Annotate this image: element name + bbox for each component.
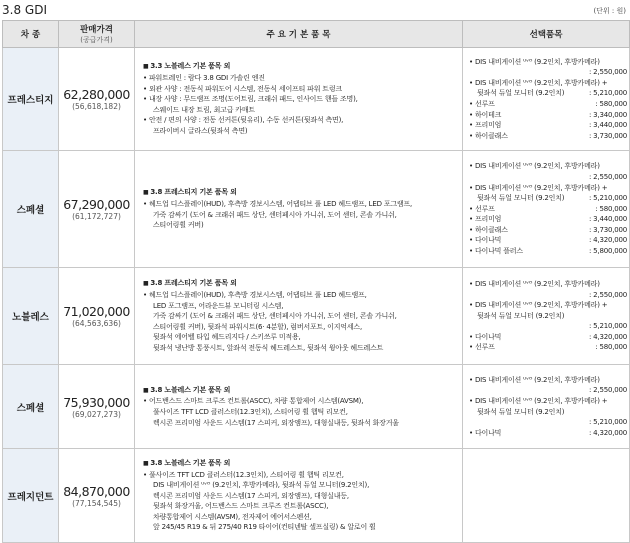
- option-price: : 5,210,000: [588, 89, 627, 98]
- option-item: [469, 375, 627, 386]
- price-cell: [59, 151, 135, 268]
- basic-items-heading: ■ 3.3 노블레스 기본 품목 외: [143, 61, 458, 73]
- option-price: : 3,730,000: [588, 225, 627, 234]
- option-price: : 2,550,000: [588, 290, 627, 299]
- basic-items-heading: ■ 3.8 노블레스 기본 품목 외: [143, 385, 458, 397]
- basic-item: 뒷좌석 에어벨 타입 헤드리지다 / 스키쓰루 미적용,: [153, 333, 301, 342]
- option-label: • DIS 내비게이션 ᵁᵛᴼ (9.2인치, 후방카메라) +: [469, 396, 607, 407]
- sale-price: 67,290,000: [63, 197, 130, 212]
- option-item: [469, 204, 627, 215]
- header-price-label: 판매가격: [80, 25, 113, 35]
- option-price: : 3,440,000: [588, 121, 627, 130]
- option-price: : 3,340,000: [588, 110, 627, 119]
- header-trim: 차 종: [3, 21, 59, 48]
- option-item: [469, 342, 627, 353]
- option-label: 뒷좌석 듀얼 모니터 (9.2인치): [477, 311, 565, 320]
- option-price: : 580,000: [595, 343, 627, 352]
- table-row: [3, 449, 630, 543]
- basic-item: 렉시콘 프리미엄 사운드 시스템(17 스피커, 외장앰프), 대형실내등,: [153, 491, 349, 500]
- option-item: [469, 225, 627, 236]
- option-price: : 2,550,000: [588, 68, 627, 77]
- price-cell: [59, 449, 135, 543]
- option-label: • DIS 내비게이션 ᵁᵛᴼ (9.2인치, 후방카메라) +: [469, 183, 607, 194]
- option-item: [469, 120, 627, 131]
- option-item: [469, 300, 627, 311]
- option-item: [469, 417, 627, 428]
- table-row: [3, 48, 630, 151]
- trim-name: 프레스티지: [3, 48, 59, 151]
- option-price: : 580,000: [595, 204, 627, 213]
- table-row: [3, 268, 630, 365]
- option-label: • 다이나믹: [469, 428, 501, 439]
- page-title: 3.8 GDI: [2, 3, 47, 17]
- basic-items-cell: [135, 449, 463, 543]
- options-cell: [463, 268, 630, 365]
- options-cell: [463, 449, 630, 543]
- sale-price: 71,020,000: [63, 304, 130, 319]
- basic-items-heading: ■ 3.8 프레스티지 기본 품목 외: [143, 278, 458, 290]
- option-item: [469, 332, 627, 343]
- basic-item: 가죽 감싸기 (도어 & 크래쉬 패드 상단, 센터페시아 가니쉬, 도어 센터, 콘솔 가니쉬,: [153, 210, 397, 219]
- header-price-sub: (공급가격): [80, 36, 113, 44]
- supply-price: (69,027,273): [72, 409, 121, 419]
- price-cell: [59, 365, 135, 449]
- basic-item: DIS 내비게이션 ᵁᵛᴼ (9.2인치, 후방카메라), 뒷좌석 듀얼 모니터(9.2인치),: [153, 481, 370, 490]
- option-item: [469, 407, 627, 418]
- option-item: [469, 57, 627, 68]
- basic-item: 차량통합제어 시스템(AVSM), 전자제어 에어서스펜션,: [153, 512, 312, 521]
- option-label: • 선루프: [469, 204, 495, 215]
- option-item: [469, 172, 627, 183]
- option-item: [469, 428, 627, 439]
- option-item: [469, 131, 627, 142]
- option-label: • 하이클래스: [469, 131, 508, 142]
- basic-items-cell: [135, 151, 463, 268]
- trim-name: 스페셜: [3, 365, 59, 449]
- price-cell: [59, 268, 135, 365]
- option-price: : 4,320,000: [588, 236, 627, 245]
- option-label: • 하이테크: [469, 110, 501, 121]
- option-price: : 5,800,000: [588, 247, 627, 256]
- basic-items-cell: [135, 48, 463, 151]
- sale-price: 75,930,000: [63, 394, 130, 410]
- basic-item: • 외관 사양 : 전동식 파워도어 시스템, 전동식 세이프티 파워 트렁크: [143, 84, 458, 95]
- basic-item: 스티어링휠 커버): [153, 221, 204, 230]
- option-item: [469, 67, 627, 78]
- basic-item: • 안전 / 편의 사양 : 전동 선커튼(뒷유리), 수동 선커튼(뒷좌석 측면),: [143, 115, 458, 126]
- option-item: [469, 385, 627, 396]
- supply-price: (56,618,182): [72, 102, 121, 111]
- table-header-row: [3, 21, 630, 48]
- option-item: [469, 279, 627, 290]
- option-item: [469, 321, 627, 332]
- basic-item: 뒷좌석 화장거울, 어드밴스드 스마트 크루즈 컨트롤(ASCC),: [153, 502, 329, 511]
- option-label: 뒷좌석 듀얼 모니터 (9.2인치): [477, 407, 565, 416]
- price-table: [2, 20, 630, 543]
- option-item: [469, 246, 627, 257]
- basic-item: 스웨이드 내장 트림, 최고급 카매트: [153, 105, 255, 114]
- option-label: • 선루프: [469, 342, 495, 353]
- option-item: [469, 396, 627, 407]
- basic-item: 스티어링휠 커버), 뒷좌석 파워시트(6· 4분할), 럼버서포트, 이지억세스,: [153, 322, 362, 331]
- option-label: • 프리미엄: [469, 120, 501, 131]
- basic-items-heading: ■ 3.8 프레스티지 기본 품목 외: [143, 187, 458, 199]
- trim-name: 노블레스: [3, 268, 59, 365]
- sale-price: 62,280,000: [63, 87, 130, 102]
- option-price: : 3,730,000: [588, 131, 627, 140]
- option-label: • DIS 내비게이션 ᵁᵛᴼ (9.2인치, 후방카메라): [469, 375, 600, 386]
- option-price: : 2,550,000: [588, 172, 627, 181]
- basic-item: • 파워트레인 : 람다 3.8 GDI 가솔린 엔진: [143, 73, 458, 84]
- basic-item: 앞 245/45 R19 & 뒤 275/40 R19 타이어(컨티넨탈 셀프실링) & 알로이 휠: [153, 523, 376, 532]
- price-cell: [59, 48, 135, 151]
- option-label: • 다이나믹: [469, 332, 501, 343]
- basic-item: LED 포그램프, 어라운드뷰 모니터링 시스템,: [153, 301, 284, 310]
- table-row: [3, 365, 630, 449]
- table-row: [3, 151, 630, 268]
- option-price: : 4,320,000: [588, 332, 627, 341]
- option-item: [469, 290, 627, 301]
- option-label: • DIS 내비게이션 ᵁᵛᴼ (9.2인치, 후방카메라): [469, 279, 600, 290]
- option-item: [469, 214, 627, 225]
- options-cell: [463, 365, 630, 449]
- option-item: [469, 78, 627, 89]
- option-label: • 다이나믹 플러스: [469, 246, 523, 257]
- basic-item: 프라이버시 글라스(뒷좌석 측면): [153, 126, 248, 135]
- option-label: • 다이나믹: [469, 235, 501, 246]
- option-label: 뒷좌석 듀얼 모니터 (9.2인치): [477, 89, 565, 98]
- basic-item: 가죽 감싸기 (도어 & 크래쉬 패드 상단, 센터페시아 가니쉬, 도어 센터, 콘솔 가니쉬,: [153, 312, 397, 321]
- option-item: [469, 235, 627, 246]
- supply-price: (64,563,636): [72, 319, 121, 328]
- option-label: • 선루프: [469, 99, 495, 110]
- option-price: : 2,550,000: [588, 386, 627, 395]
- basic-item: • 풀사이즈 TFT LCD 클러스터(12.3인치), 스티어링 휠 햅틱 리모컨,: [143, 470, 458, 481]
- basic-item: • 내장 사양 : 무드램프 조명(도어트림, 크래쉬 패드, 인사이드 핸들 조명),: [143, 94, 458, 105]
- sale-price: 84,870,000: [63, 483, 130, 499]
- basic-item: 뒷좌석 냉난방 통풍시트, 앞좌석 전동식 헤드레스트, 뒷좌석 윙아웃 헤드레스트: [153, 343, 384, 352]
- option-price: : 4,320,000: [588, 428, 627, 437]
- option-label: • DIS 내비게이션 ᵁᵛᴼ (9.2인치, 후방카메라): [469, 161, 600, 172]
- option-price: : 5,210,000: [588, 194, 627, 203]
- basic-item: • 헤드업 디스플레이(HUD), 후측방 경보시스템, 어댑티브 풀 LED 헤드램프, LED 포그램프,: [143, 199, 458, 210]
- option-label: • DIS 내비게이션 ᵁᵛᴼ (9.2인치, 후방카메라): [469, 57, 600, 68]
- options-cell: [463, 48, 630, 151]
- option-price: : 580,000: [595, 100, 627, 108]
- option-item: [469, 311, 627, 322]
- basic-item: 렉시콘 프리미엄 사운드 시스템(17 스피커, 외장앰프), 대형실내등, 뒷좌석 화장거울: [153, 418, 399, 427]
- basic-item: • 헤드업 디스플레이(HUD), 후측방 경보시스템, 어댑티브 풀 LED 헤드램프,: [143, 290, 458, 301]
- supply-price: (61,172,727): [72, 212, 121, 221]
- trim-name: 스페셜: [3, 151, 59, 268]
- option-label: • 하이클래스: [469, 225, 508, 236]
- option-price: : 5,210,000: [588, 418, 627, 427]
- option-item: [469, 183, 627, 194]
- option-label: • DIS 내비게이션 ᵁᵛᴼ (9.2인치, 후방카메라) +: [469, 78, 607, 89]
- basic-items-cell: [135, 365, 463, 449]
- option-item: [469, 88, 627, 99]
- options-cell: [463, 151, 630, 268]
- header-options: 선택품목: [463, 21, 630, 48]
- trim-name: 프레지던트: [3, 449, 59, 543]
- supply-price: (77,154,545): [72, 498, 121, 508]
- option-price: : 3,440,000: [588, 215, 627, 224]
- basic-items-cell: [135, 268, 463, 365]
- basic-item: • 어드밴스드 스마트 크루즈 컨트롤(ASCC), 차량 통합제어 시스템(AVSM),: [143, 396, 458, 407]
- option-label: 뒷좌석 듀얼 모니터 (9.2인치): [477, 194, 565, 203]
- option-item: [469, 161, 627, 172]
- option-label: • DIS 내비게이션 ᵁᵛᴼ (9.2인치, 후방카메라) +: [469, 300, 607, 311]
- unit-note: (단위 : 원): [593, 7, 626, 15]
- option-label: • 프리미엄: [469, 214, 501, 225]
- option-price: : 5,210,000: [588, 322, 627, 331]
- basic-item: 풀사이즈 TFT LCD 클러스터(12.3인치), 스티어링 휠 햅틱 리모컨,: [153, 408, 348, 416]
- option-item: [469, 110, 627, 121]
- header-price: [59, 21, 135, 48]
- basic-items-heading: ■ 3.8 노블레스 기본 품목 외: [143, 458, 458, 470]
- option-item: [469, 193, 627, 204]
- option-item: [469, 99, 627, 110]
- header-basic: 주 요 기 본 품 목: [135, 21, 463, 48]
